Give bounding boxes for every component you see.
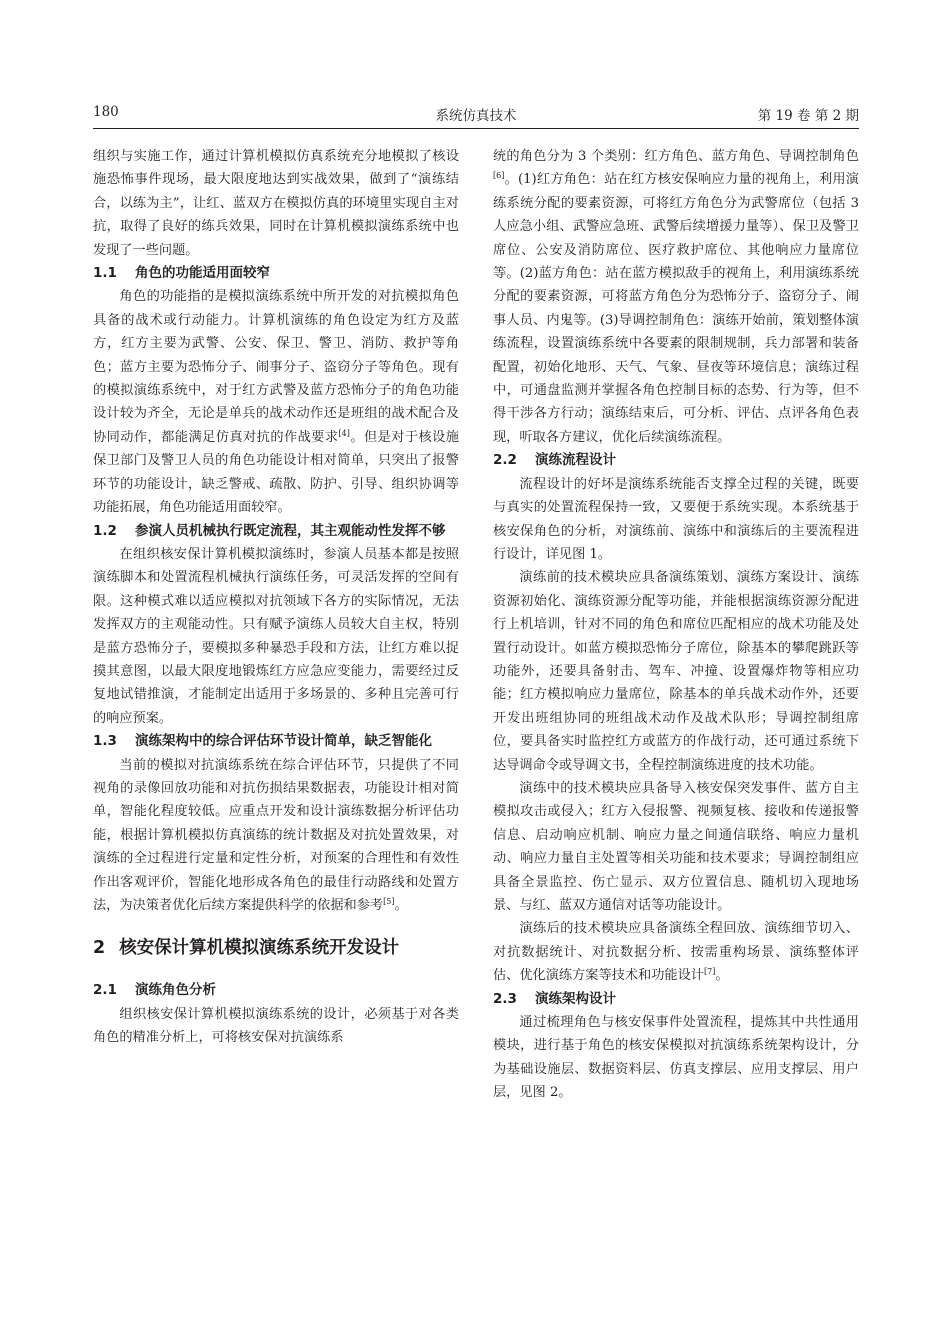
paragraph-text: 。(1)红方角色：站在红方核安保响应力量的视角上，利用演练系统分配的要素资源，可将红方角色分为武警席位（包括 3 人应急小组、武警应急班、武警后续增援力量等）、保卫及警卫席位、公安及消防席位、医疗救护席位、其他响应力量席位等。(2)蓝方角色：站在蓝方模拟敌手的视角上，利用演练系统分配的要素资源，可将蓝方角色分为恐怖分子、盗窃分子、闹事人员、内鬼等。(3)导调控制角色：演练开始前，策划整体演练流程，设置演练系统中各要素的限制规制，兵力部署和装备配置，初始化地形、天气、气象、昼夜等环境信息；演练过程中，可通盘监测并掌握各角色控制目标的态势、行为等，但不得干涉各方行动；演练结束后，可分析、评估、点评各角色表现，听取各方建议，优化后续演练流程。	[493, 172, 859, 445]
issue-label: 第 19 卷 第 2 期	[757, 108, 859, 124]
right-column	[493, 145, 859, 1105]
citation-ref: [5]	[383, 897, 395, 906]
section-heading-2	[93, 935, 459, 961]
paragraph	[93, 754, 459, 918]
paragraph	[493, 145, 859, 449]
section-title: 演练架构中的综合评估环节设计简单，缺乏智能化	[135, 733, 432, 750]
section-number: 1.1	[93, 265, 117, 282]
section-number: 1.2	[93, 522, 117, 539]
paragraph: 流程设计的好坏是演练系统能否支撑全过程的关键，既要与真实的处置流程保持一致，又要便于系统实现。本系统基于核安保角色的分析，对演练前、演练中和演练后的主要流程进行设计，详见图 1。	[493, 476, 859, 562]
section-title: 演练流程设计	[535, 452, 616, 469]
section-title: 角色的功能适用面较窄	[135, 265, 270, 282]
section-title: 核安保计算机模拟演练系统开发设计	[119, 938, 400, 959]
citation-ref: [6]	[493, 171, 505, 181]
section-title: 演练角色分析	[135, 982, 216, 999]
section-heading-1-2	[93, 520, 459, 543]
section-heading-2-2	[493, 449, 859, 472]
citation-ref: [7]	[704, 967, 716, 977]
intro-paragraph: 组织与实施工作，通过计算机模拟仿真系统充分地模拟了核设施恐怖事件现场，最大限度地达到实战效果，做到了“演练结合，以练为主”，让红、蓝双方在模拟仿真的环境里实现自主对抗，取得了良好的练兵效果，同时在计算机模拟演练系统中也发现了一些问题。	[93, 149, 459, 258]
section-title: 演练架构设计	[535, 990, 616, 1007]
left-column	[93, 145, 459, 1050]
section-number: 2	[93, 938, 106, 959]
section-heading-2-3	[493, 988, 859, 1011]
section-title: 参演人员机械执行既定流程，其主观能动性发挥不够	[135, 522, 446, 539]
journal-title: 系统仿真技术	[435, 108, 517, 124]
section-number: 2.1	[93, 982, 117, 999]
paragraph: 组织核安保计算机模拟演练系统的设计，必须基于对各类角色的精准分析上，可将核安保对抗演练系	[93, 1006, 459, 1046]
paragraph: 演练前的技术模块应具备演练策划、演练方案设计、演练资源初始化、演练资源分配等功能，并能根据演练资源分配进行上机培训，针对不同的角色和席位匹配相应的战术功能及处置行动设计。如蓝方模拟恐怖分子席位，除基本的攀爬跳跃等功能外，还要具备射击、驾车、冲撞、设置爆炸物等相应功能；红方模拟响应力量席位，除基本的单兵战术动作外，还要开发出班组协同的班组战术动作及战术队形；导调控制组席位，要具备实时监控红方或蓝方的作战行动，还可通过系统下达导调命令或导调文书，全程控制演练进度的技术功能。	[493, 570, 859, 773]
paragraph: 通过梳理角色与核安保事件处置流程，提炼其中共性通用模块，进行基于角色的核安保模拟对抗演练系统架构设计，分为基础设施层、数据资料层、仿真支撑层、应用支撑层、用户层，见图 2。	[493, 1015, 859, 1101]
paragraph-text: 当前的模拟对抗演练系统在综合评估环节，只提供了不同视角的录像回放功能和对抗伤损结果数据表，功能设计相对简单，智能化程度较低。应重点开发和设计演练数据分析评估功能，根据计算机模拟仿真演练的统计数据及对抗处置效果，对演练的全过程进行定量和定性分析，对预案的合理性和有效性作出客观评价，智能化地形成各角色的最佳行动路线和处置方法，为决策者优化后续方案提供科学的依据和参考	[93, 757, 459, 913]
paragraph-text: 。	[715, 968, 729, 984]
paragraph-text: 统的角色分为 3 个类别：红方角色、蓝方角色、导调控制角色	[493, 149, 859, 164]
running-header	[93, 104, 859, 126]
section-number: 2.3	[493, 990, 517, 1007]
section-number: 2.2	[493, 452, 517, 469]
page-number: 180	[93, 104, 119, 120]
paragraph-text: 。但是对于核设施保卫部门及警卫人员的角色功能设计相对简单，只突出了报警环节的功能设计，缺乏警戒、疏散、防护、引导、组织协调等功能拓展，角色功能适用面较窄。	[93, 429, 459, 516]
header-rule	[93, 128, 859, 129]
section-heading-2-1	[93, 979, 459, 1002]
paragraph: 在组织核安保计算机模拟演练时，参演人员基本都是按照演练脚本和处置流程机械执行演练任务，可灵活发挥的空间有限。这种模式难以适应模拟对抗领域下各方的实际情况，无法发挥双方的主观能动性。只有赋予演练人员较大自主权，特别是蓝方恐怖分子，要模拟多种暴恐手段和方法，让红方难以捉摸其意图，以最大限度地锻炼红方应急应变能力，需要经过反复地试错推演，才能制定出适用于多场景的、多种且完善可行的响应预案。	[93, 546, 459, 726]
section-number: 1.3	[93, 733, 117, 750]
paragraph	[493, 917, 859, 987]
paragraph	[93, 285, 459, 519]
citation-ref: [4]	[338, 428, 350, 438]
paragraph: 演练中的技术模块应具备导入核安保突发事件、蓝方自主模拟攻击或侵入；红方入侵报警、视频复核、接收和传递报警信息、启动响应机制、响应力量之间通信联络、响应力量机动、响应力量自主处置等相关功能和技术要求；导调控制组应具备全景监控、伤亡显示、双方位置信息、随机切入现地场景、与红、蓝双方通信对话等功能设计。	[493, 780, 859, 913]
section-heading-1-3	[93, 730, 459, 753]
paragraph-text: 角色的功能指的是模拟演练系统中所开发的对抗模拟角色具备的战术或行动能力。计算机演练的角色设定为红方及蓝方，红方主要为武警、公安、保卫、警卫、消防、救护等角色；蓝方主要为恐怖分子、闹事分子、盗窃分子等角色。现有的模拟演练系统中，对于红方武警及蓝方恐怖分子的角色功能设计较为齐全，无论是单兵的战术动作还是班组的战术配合及协同动作，都能满足仿真对抗的作战要求	[93, 289, 459, 445]
section-heading-1-1	[93, 262, 459, 285]
paragraph-text: 演练后的技术模块应具备演练全程回放、演练细节切入、对抗数据统计、对抗数据分析、按需重构场景、演练整体评估、优化演练方案等技术和功能设计	[493, 921, 859, 984]
paragraph-text: 。	[394, 898, 408, 913]
